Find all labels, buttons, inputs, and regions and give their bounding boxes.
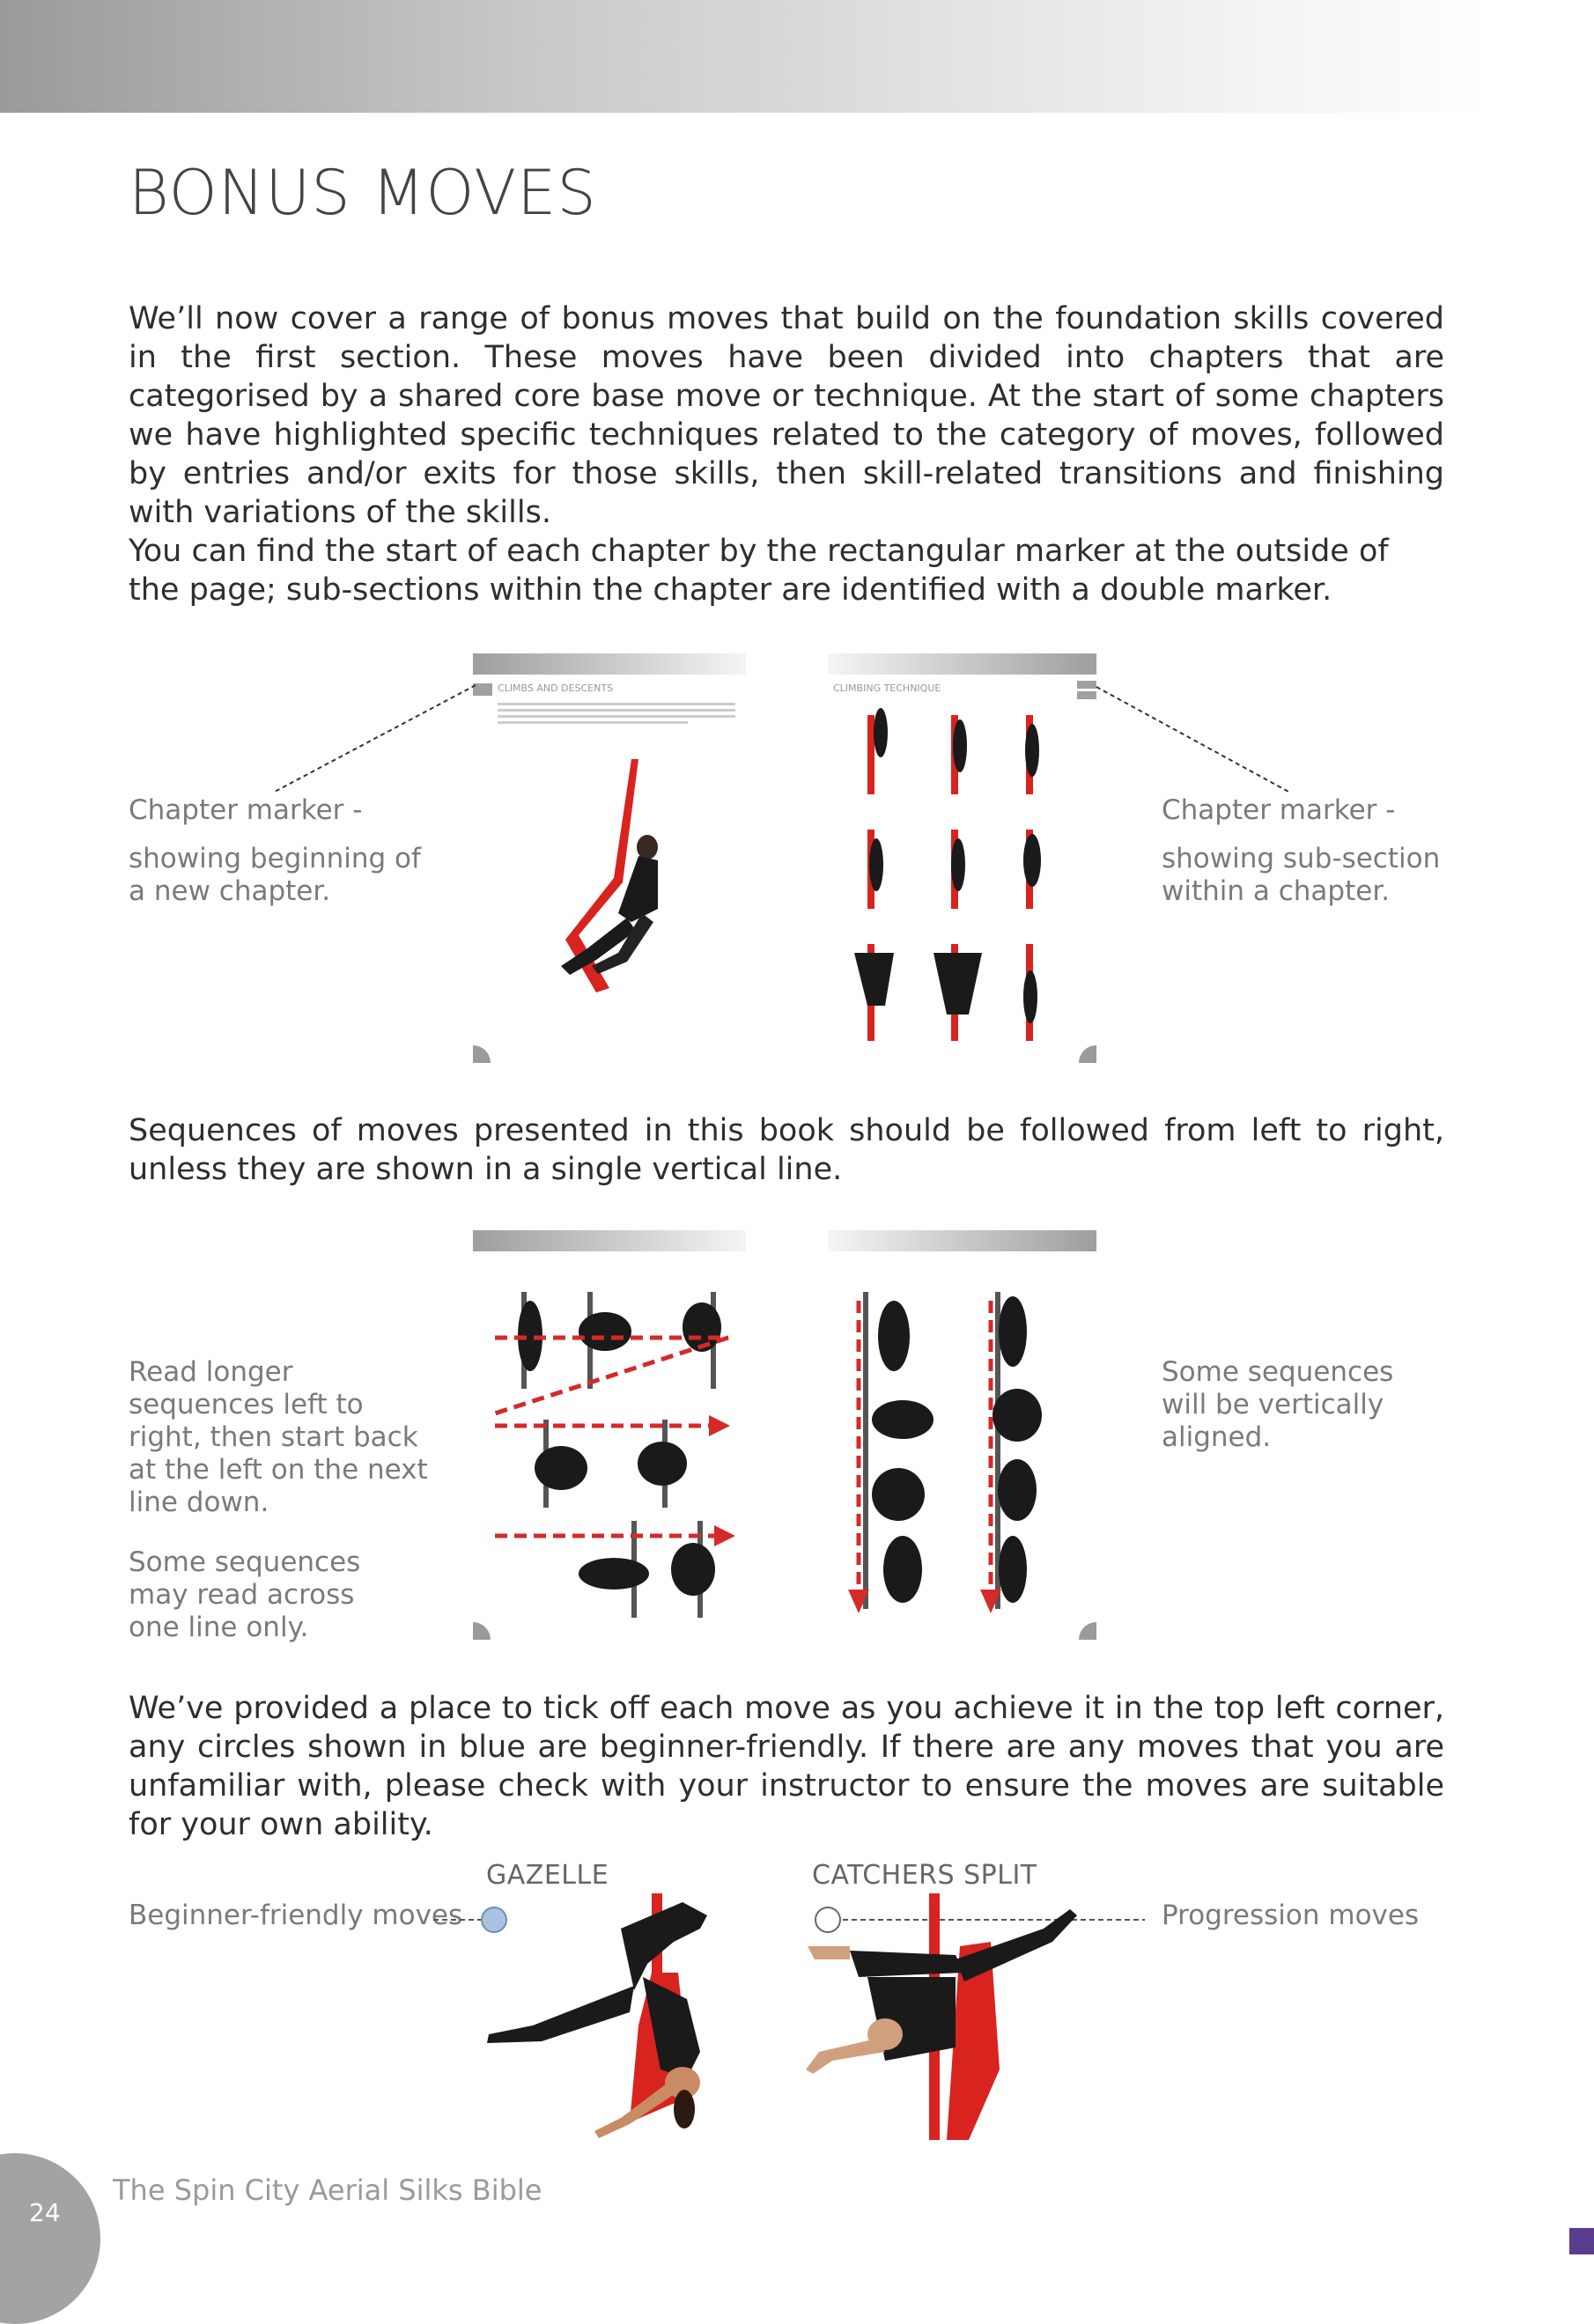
- intro-paragraph-2: You can find the start of each chapter by the rectangular marker at the outside of the page; sub-sections within the chapter are identified with a double marker.: [129, 534, 1389, 608]
- sequence-paragraph: Sequences of moves presented in this book should be followed from left to right, unless they are shown in a single vertical line.: [129, 1113, 1444, 1187]
- sequence-note-left-rows: Read longer sequences left to right, then start back at the left on the next line down.: [129, 1356, 428, 1518]
- sequence-note-right-vertical: Some sequences will be vertically aligned.: [1162, 1356, 1394, 1453]
- thumbnail-header-band: [828, 653, 1096, 675]
- beginner-pointer-line: [432, 1907, 484, 1933]
- thumbnail-title: CLIMBS AND DESCENTS: [498, 682, 614, 694]
- gazelle-photo: [480, 1893, 753, 2140]
- tick-off-paragraph: We’ve provided a place to tick off each move as you achieve it in the top left corner, any circles shown in blue are beginner-friendly. If there are any moves that you are unfamiliar with, please check with your instructor to ensure the moves are suitable for your own ability.: [129, 1691, 1444, 1842]
- thumbnail-title: CLIMBING TECHNIQUE: [833, 682, 941, 694]
- vertical-sequence-photo-grid: [828, 1265, 1096, 1635]
- thumbnail-right-page: [828, 653, 1096, 1063]
- beginner-friendly-label: Beginner-friendly moves: [129, 1900, 463, 1931]
- thumbnail-header-band: [473, 653, 746, 675]
- left-marker-note-body: showing beginning of a new chapter.: [129, 843, 421, 907]
- sequence-thumbnail-right: [828, 1230, 1096, 1640]
- right-marker-note-title: Chapter marker -: [1162, 794, 1396, 826]
- thumbnail-left-page: [473, 653, 746, 1063]
- intro-paragraph-1: We’ll now cover a range of bonus moves that build on the foundation skills covered in the first section. These moves have been divided into chapters that are categorised by a shared core base move or technique. At the start of some chapters we have highlighted specific techniques related to the category of moves, followed by entries and/or exits for those skills, then skill-related transitions and finishing with variations of the skills.: [129, 301, 1444, 530]
- climbing-technique-photo-grid: [828, 706, 1074, 1059]
- progression-label: Progression moves: [1162, 1900, 1420, 1931]
- catchers-split-photo: [797, 1893, 1088, 2140]
- thumbnail-header-band: [828, 1230, 1096, 1251]
- right-marker-note-body: showing sub-section within a chapter.: [1162, 843, 1441, 907]
- move-title-catchers-split: CATCHERS SPLIT: [812, 1860, 1037, 1891]
- right-marker-pointer: [1092, 682, 1303, 797]
- sequence-thumbnail-left: [473, 1230, 746, 1640]
- page-number: 24: [29, 2198, 61, 2227]
- aerialist-photo: [526, 759, 684, 1006]
- page-number-circle: [0, 2153, 100, 2324]
- thumbnail-page-corner: [1079, 1045, 1096, 1063]
- thumbnail-body-text: [498, 703, 735, 727]
- thumbnail-header-band: [473, 1230, 746, 1251]
- chapter-edge-marker: [1569, 2228, 1594, 2254]
- footer-book-title: The Spin City Aerial Silks Bible: [113, 2173, 542, 2207]
- sequence-note-left-single-line: Some sequences may read across one line only.: [129, 1546, 361, 1643]
- sequence-photo-grid: [473, 1265, 746, 1635]
- left-marker-note-title: Chapter marker -: [129, 794, 363, 826]
- page-title: BONUS MOVES: [129, 157, 597, 229]
- left-marker-pointer: [264, 678, 484, 801]
- thumbnail-page-corner: [473, 1045, 491, 1063]
- move-title-gazelle: GAZELLE: [486, 1860, 609, 1891]
- header-gradient-band: [0, 0, 1488, 113]
